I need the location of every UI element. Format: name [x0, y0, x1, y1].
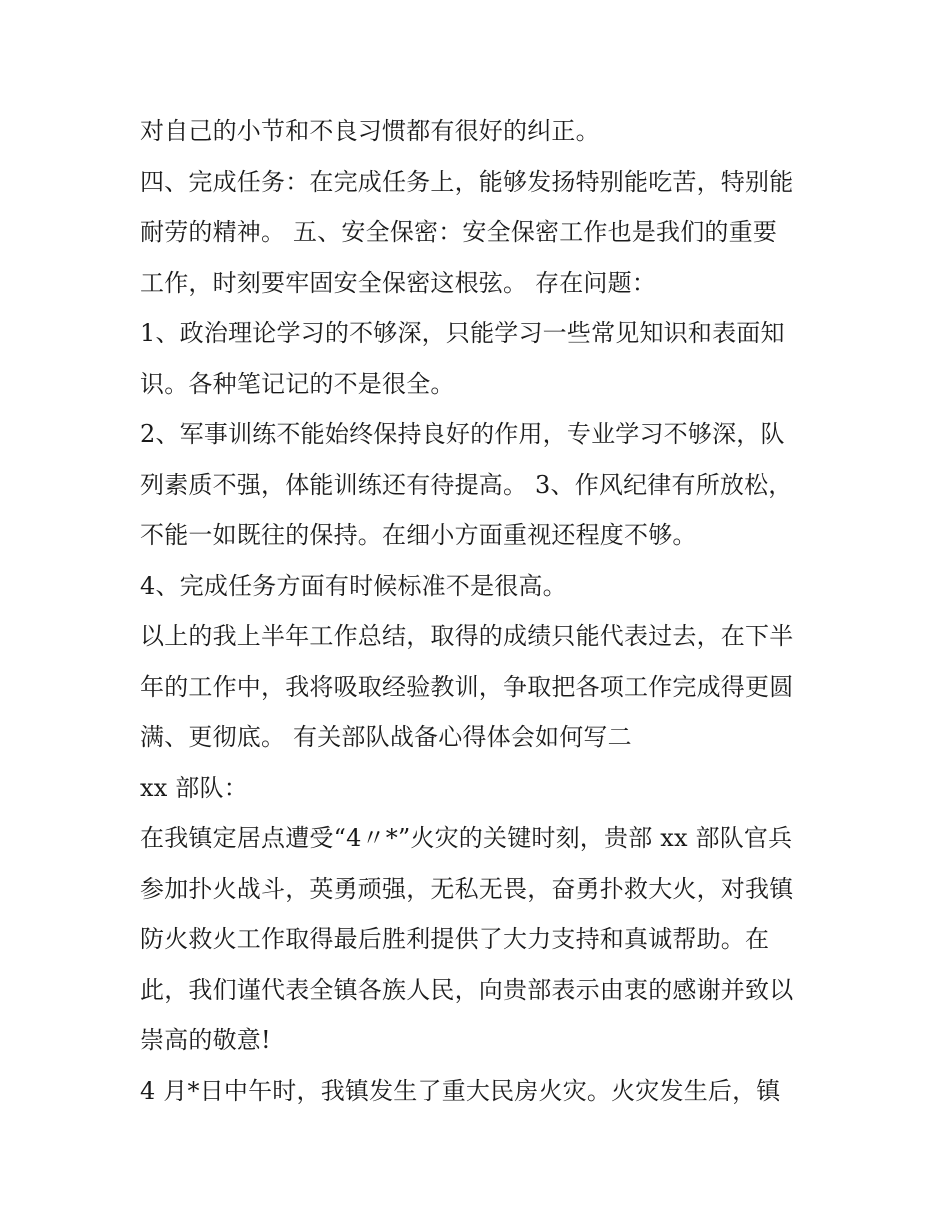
- text-line: 四、完成任务：在完成任务上，能够发扬特别能吃苦，特别能: [140, 167, 794, 196]
- text-line: 在我镇定居点遭受“4〃*”火灾的关键时刻，贵部 xx 部队官兵: [140, 824, 793, 852]
- text-line: 1、政治理论学习的不够深，只能学习一些常见知识和表面知: [140, 319, 785, 347]
- text-line: 4、完成任务方面有时候标准不是很高。: [140, 571, 567, 600]
- text-line: 4 月*日中午时，我镇发生了重大民房火灾。火灾发生后，镇: [140, 1076, 781, 1105]
- text-line: 满、更彻底。 有关部队战备心得体会如何写二: [140, 723, 632, 751]
- document-body: [140, 106, 820, 1116]
- text-line: 不能一如既往的保持。在细小方面重视还程度不够。: [140, 521, 697, 549]
- text-line: 工作，时刻要牢固安全保密这根弦。 存在问题：: [140, 268, 657, 297]
- text-line: xx 部队：: [140, 773, 248, 802]
- text-line: 年的工作中，我将吸取经验教训，争取把各项工作完成得更圆: [140, 672, 794, 701]
- text-line: 耐劳的精神。 五、安全保密：安全保密工作也是我们的重要: [140, 218, 778, 246]
- text-line: 此，我们谨代表全镇各族人民，向贵部表示由衷的感谢并致以: [140, 975, 794, 1004]
- text-line: 列素质不强，体能训练还有待提高。 3、作风纪律有所放松，: [140, 470, 793, 499]
- text-line: 以上的我上半年工作总结，取得的成绩只能代表过去，在下半: [140, 622, 794, 650]
- text-line: 识。各种笔记记的不是很全。: [140, 369, 455, 398]
- text-line: 2、军事训练不能始终保持良好的作用，专业学习不够深，队: [140, 420, 785, 448]
- text-line: 崇高的敬意!: [140, 1026, 271, 1054]
- text-line: 对自己的小节和不良习惯都有很好的纠正。: [140, 117, 600, 145]
- text-line: 防火救火工作取得最后胜利提供了大力支持和真诚帮助。在: [140, 925, 770, 953]
- text-line: 参加扑火战斗，英勇顽强，无私无畏，奋勇扑救大火，对我镇: [140, 874, 794, 903]
